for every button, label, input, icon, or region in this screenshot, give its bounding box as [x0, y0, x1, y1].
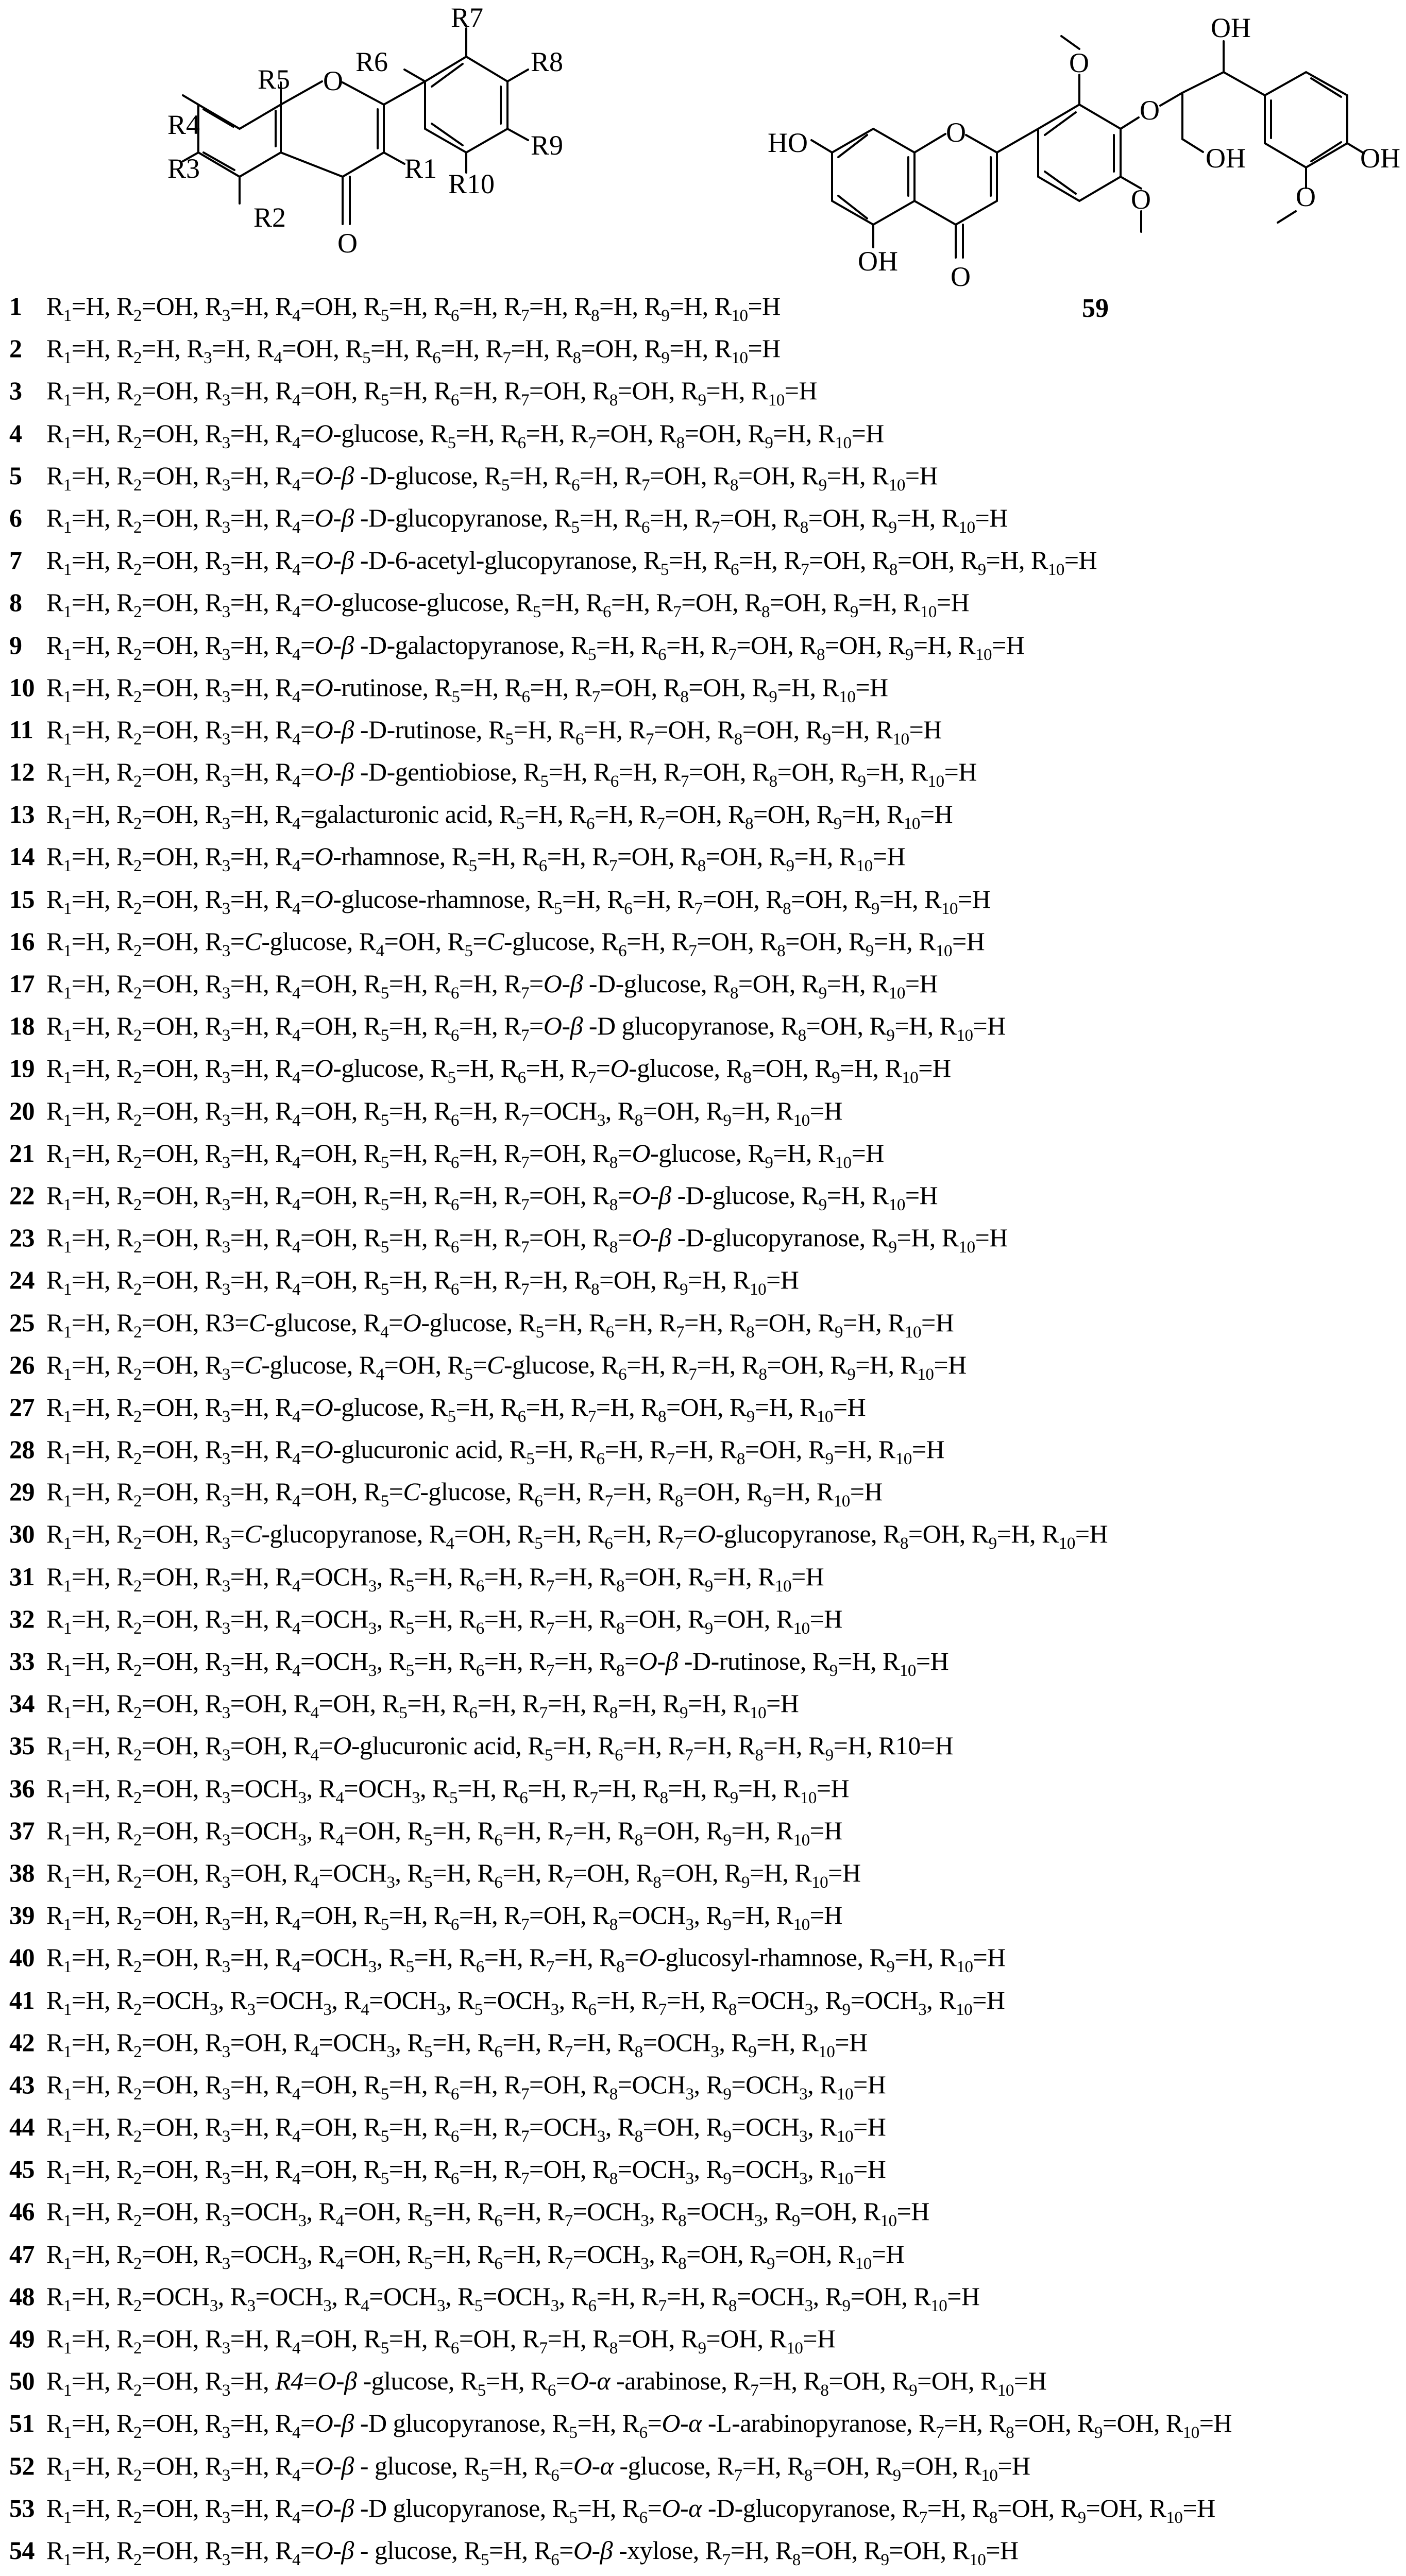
compound-substituents: $R_1=H$, $R_2=OH$, $R_3=H$, $R_4=OH$, $R_5=H$, $R_6=H$, $R_7=OH$, $R_8=OCH_3$, $R_9=OCH_3$, $R_{10}=H$ — [46, 2070, 886, 2104]
compound-substituents: $R_1=H$, $R_2=OH$, $R_3=H$, $R_4=O-\beta - glucose$, $R_5=H$, $R_6=O-\alpha$ -glucose, $R_7=H$, $R_8=OH$, $R_9=OH$, $R_{10}=H$ — [46, 2451, 1030, 2485]
compound-substituents: $R_1=H$, $R_2=OH$, $R_3=C$-glucopyranose, $R_4=OH$, $R_5=H$, $R_6=H$, $R_7=O$-glucopyranose, $R_8=OH$, $R_9=H$, $R_{10}=H$ — [46, 1519, 1108, 1553]
compound-number: 53 — [9, 2493, 35, 2522]
r8-label: R8 — [531, 46, 564, 77]
compound-substituents: $R_1=H$, $R_2=OH$, $R_3=OH$, $R_4=OCH_3$, $R_5=H$, $R_6=H$, $R_7=OH$, $R_8=OH$, $R_9=H$, $R_{10}=H$ — [46, 1858, 861, 1892]
compound-substituents: $R_1=H$, $R_2=OH$, $R_3=OH$, $R_4=OCH_3$, $R_5=H$, $R_6=H$, $R_7=H$, $R_8=OCH_3$, $R_9=H$, $R_{10}=H$ — [46, 2027, 868, 2061]
compound-row — [9, 2487, 1403, 2529]
compound-row — [9, 1513, 1403, 1555]
compound-substituents: $R_1=H$, $R_2=OCH_3$, $R_3=OCH_3$, $R_4=OCH_3$, $R_5=OCH_3$, $R_6=H$, $R_7=H$, $R_8=OCH_3$, $R_9=OCH_3$, $R_{10}=H$ — [46, 1985, 1005, 2019]
compound-substituents: $R_1=H$, $R_2=OH$, $R_3=OCH_3$, $R_4=OCH_3$, $R_5=H$, $R_6=H$, $R_7=H$, $R_8=H$, $R_9=H$, $R_{10}=H$ — [46, 1773, 850, 1807]
compound-row — [9, 1979, 1403, 2021]
compound-substituents: $R_1=H$, $R_2=OH$, $R_3=H$, $R_4=OH$, $R_5=H$, $R_6=H$, $R_7=OCH_3$, $R_8=OH$, $R_9=H$, $R_{10}=H$ — [46, 1096, 842, 1130]
r1-label: R1 — [404, 153, 437, 184]
compound-substituents: $R_1=H$, $R_2=OH$, $R_3=H$, $R_4=O-glucose$-rhamnose, $R_5=H$, $R_6=H$, $R_7=OH$, $R_8=OH$, $R_9=H$, $R_{10}=H$ — [46, 884, 991, 918]
compound-substituents: $R_1=H$, $R_2=OH$, $R_3=H$, $R_4=OH$, $R_5=H$, $R_6=H$, $R_7=H$, $R_8=H$, $R_9=H$, $R_{10}=H$ — [46, 292, 781, 325]
compound-number: 49 — [9, 2324, 35, 2353]
compound-row — [9, 454, 1403, 497]
compound-row — [9, 1428, 1403, 1470]
methoxy-oxygen-bottom-label: O — [1131, 184, 1151, 215]
compound-number: 52 — [9, 2451, 35, 2480]
compound-number: 10 — [9, 672, 35, 702]
compound-row — [9, 1005, 1403, 1047]
compound-number: 40 — [9, 1943, 35, 1972]
compound-row — [9, 793, 1403, 835]
compound-number — [9, 2571, 46, 2576]
r4-label: R4 — [167, 109, 200, 140]
compound-number: 41 — [9, 1985, 35, 2014]
compound-number: 7 — [9, 546, 22, 575]
compound-substituents: $R_1=H$, $R_2=OH$, $R_3=H$, $R_4=OH$, $R_5=H$, $R_6=OH$, $R_7=H$, $R_8=OH$, $R_9=OH$, $R_{10}=H$ — [46, 2324, 836, 2358]
compound-number: 36 — [9, 1773, 35, 1803]
compound-row — [9, 2445, 1403, 2487]
compound-substituents: $R_1=H$, $R_2=OH$, $R_3=H$, $R_4=O-\beta - glucose$, $R_5=H$, $R_6=O-\beta$ -xylose, $R_7=H$, $R_8=OH$, $R_9=OH$, $R_{10}=H$ — [46, 2535, 1019, 2569]
compound-substituents: $R_1=H$, $R_2=OH$, $R_3=OCH_3$, $R_4=OH$, $R_5=H$, $R_6=H$, $R_7=OCH_3$, $R_8=OCH_3$, $R_9=OH$, $R_{10}=H$ — [46, 2197, 929, 2231]
compound-substituents: $R_1=H$, $R_2=OH$, $R_3=H$, $R_4=O-glucose$-glucose, $R_5=H$, $R_6=H$, $R_7=OH$, $R_8=OH$, $R_9=H$, $R_{10}=H$ — [46, 588, 970, 622]
compound-row — [9, 1047, 1403, 1089]
r7-label: R7 — [451, 2, 484, 33]
compound-number: 25 — [9, 1308, 35, 1337]
compound-row — [9, 2571, 1403, 2576]
r2-label: R2 — [253, 202, 286, 233]
compound-substituents: $R_1=H$, $R_2=OH$, $R_3=H$, $R_4=OH$, $R_5=H$, $R_6=H$, $R_7=H$, $R_8=OH$, $R_9=H$, $R_{10}=H$ — [46, 1265, 799, 1299]
compound-substituents: $R_1=H$, $R_2=OH$, $R_3=C$-glucose, $R_4=OH$, $R_5=C$-glucose, $R_6=H$, $R_7=OH$, $R_8=OH$, $R_9=H$, $R_{10}=H$ — [46, 926, 985, 960]
compound-substituents: $R_1=H$, $R_2=OH$, $R_3=H$, $R_4=OH$, $R_5=H$, $R_6=H$, $R_7=OH$, $R_8=OCH_3$, $R_9=H$, $R_{10}=H$ — [46, 1901, 842, 1935]
compound-row — [9, 2233, 1403, 2275]
r6-label: R6 — [355, 46, 388, 77]
compound-substituents: $R_1=H$, $R_2=OH$, $R_3=H$, $R_4=O-\beta$ -D-rutinose, $R_5=H$, $R_6=H$, $R_7=OH$, $R_8=OH$, $R_9=H$, $R_{10}=H$ — [46, 715, 942, 749]
compound-substituents: $R_1=H$, $R_2=OH$, $R_3=H$, $R_4=O-\beta$ -D glucopyranose, $R_5=H$, $R_6=O-\alpha$ -D-glucopyranose, $R_7=H$, $R_8=OH$, $R_9=OH$, $R_{10}=H$ — [46, 2493, 1215, 2527]
compound-row — [9, 1852, 1403, 1894]
compound-row — [9, 1767, 1403, 1809]
compound-substituents: $R_1=H$, $R_2=OH$, $R_3=H$, $R_4=OCH_3$, $R_5=H$, $R_6=H$, $R_7=H$, $R_8=O-\beta$ -D-rutinose, $R_9=H$, $R_{10}=H$ — [46, 1647, 949, 1680]
compound-number: 42 — [9, 2027, 35, 2057]
compound-substituents: $R_1=H$, $R_2=OH$, $R_3=H$, $R_4=O$-rhamnose, $R_5=H$, $R_6=H$, $R_7=OH$, $R_8=OH$, $R_9=H$, $R_{10}=H$ — [46, 842, 905, 876]
compound-number: 47 — [9, 2239, 35, 2268]
compound-row — [9, 1724, 1403, 1767]
compound-substituents: $R_1=H$, $R_2=OH$, $R_3=H$, $R_4=O$-glucose, $R_5=H$, $R_6=H$, $R_7=O$-glucose, $R_8=OH$, $R_9=H$, $R_{10}=H$ — [46, 1054, 951, 1088]
compound-row — [9, 1216, 1403, 1259]
compound-row — [9, 2317, 1403, 2360]
compound-number: 18 — [9, 1011, 35, 1041]
compound-number: 35 — [9, 1731, 35, 1760]
compound-substituents: $R_1=H$, $R_2=OH$, $R_3=H$, $R_4=OH$, $R_5=H$, $R_6=H$, $R_7=O-\beta$ -D-glucose, $R_8=OH$, $R_9=H$, $R_{10}=H$ — [46, 969, 938, 1003]
compound-row — [9, 2063, 1403, 2106]
compound-substituents: $R_1=H$, $R_2=OH$, $R_3=H$, $R_4=O-\beta$ -D-glucopyranose, $R_5=H$, $R_6=H$, $R_7=OH$, $R_8=OH$, $R_9=H$, $R_{10}=H$ — [46, 503, 1008, 537]
r5-label: R5 — [258, 64, 291, 95]
compound-number: 3 — [9, 376, 22, 405]
compound-row — [9, 2360, 1403, 2402]
compound-number: 34 — [9, 1689, 35, 1718]
compound-row — [9, 1894, 1403, 1936]
carbonyl-oxygen-right-label: O — [951, 261, 971, 292]
compound-row — [9, 1259, 1403, 1301]
compound-substituents: $R_1=H$, $R_2=OH$, $R_3=H$, $R_4=OCH_3$, $R_5=H$, $R_6=H$, $R_7=H$, $R_8=OH$, $R_9=H$, $R_{10}=H$ — [46, 1562, 824, 1596]
compound-row — [9, 539, 1403, 581]
carbonyl-oxygen-label: O — [337, 228, 358, 259]
compound-number: 14 — [9, 842, 35, 871]
compound-substituents: $R_1=H$, $R_2=OH$, $R_3=H$, $R_4=O$-glucose, $R_5=H$, $R_6=H$, $R_7=H$, $R_8=OH$, $R_9=H$, $R_{10}=H$ — [46, 1392, 866, 1426]
compound-number: 37 — [9, 1816, 35, 1845]
compound-row — [9, 412, 1403, 454]
compound-number: 9 — [9, 630, 22, 659]
compound-row — [9, 369, 1403, 412]
substituent-table — [9, 285, 1403, 2576]
compound-row — [9, 666, 1403, 708]
compound-row — [9, 1809, 1403, 1852]
compound-row — [9, 2402, 1403, 2444]
compound-number: 8 — [9, 588, 22, 617]
compound-number: 21 — [9, 1138, 35, 1167]
compound-substituents: $R_1=H$, $R_2=H$, $R_3=H$, $R_4=OH$, $R_5=H$, $R_6=H$, $R_7=H$, $R_8=OH$, $R_9=H$, $R_{10}=H$ — [46, 334, 781, 368]
compound-substituents: $R_1=H$, $R_2=OH$, $R_3=H$, $R_4=OH$, $R_5=H$, $R_6=H$, $R_7=OH$, $R_8=O$-glucose, $R_9=H$, $R_{10}=H$ — [46, 1138, 884, 1172]
compound-number: 31 — [9, 1562, 35, 1591]
compound-number: 16 — [9, 926, 35, 956]
compound-row — [9, 962, 1403, 1005]
compound-substituents: $R_1=H$, $R_2=OH$, $R_3=OH$, $R_4=O$-glucuronic acid, $R_5=H$, $R_6=H$, $R_7=H$, $R_8=H$, $R_9=H$, R10=H — [46, 1731, 954, 1765]
compound-number: 12 — [9, 757, 35, 787]
ether-oxygen-label: O — [1140, 95, 1160, 126]
compound-number: 39 — [9, 1901, 35, 1930]
compound-number: 54 — [9, 2535, 35, 2565]
compound-substituents: $R_1=H$, $R_2=OH$, $R_3=H$, $R_4=O-\beta$ -D-glucose, $R_5=H$, $R_6=H$, $R_7=OH$, $R_8=OH$, $R_9=H$, $R_{10}=H$ — [46, 461, 938, 495]
compound-row — [9, 581, 1403, 623]
compound-number: 30 — [9, 1519, 35, 1549]
compound-number: 22 — [9, 1180, 35, 1210]
compound-number: 44 — [9, 2112, 35, 2142]
compound-number: 20 — [9, 1096, 35, 1125]
r9-label: R9 — [531, 130, 564, 161]
compound-row — [9, 1936, 1403, 1978]
compound-number: 5 — [9, 461, 22, 490]
compound-row — [9, 920, 1403, 962]
compound-substituents: $R_1=H$, $R_2=OH$, $R_3=H$, R4=O-β -glucose, $R_5=H$, $R_6=O-\alpha$ -arabinose, $R_7=H$, $R_8=OH$, $R_9=OH$, $R_{10}=H$ — [46, 2366, 1047, 2400]
compound-substituents: $R_1=H$, $R_2=OH$, $R_3=H$, $R_4=OH$, $R_5=H$, $R_6=H$, $R_7=OCH_3$, $R_8=OH$, $R_9=OCH_3$, $R_{10}=H$ — [46, 2112, 886, 2146]
ring-oxygen-label: O — [323, 65, 343, 96]
compound-row — [9, 2275, 1403, 2317]
r10-label: R10 — [448, 168, 495, 199]
compound-number: 15 — [9, 884, 35, 913]
compound-row — [9, 1470, 1403, 1513]
ring-oxygen-right-label: O — [946, 117, 966, 148]
compound-row — [9, 1132, 1403, 1174]
compound-row — [9, 2148, 1403, 2190]
compound-row — [9, 285, 1403, 327]
compound-number: 48 — [9, 2281, 35, 2311]
compound-substituents: $R_1=H$, $R_2=OH$, $R_3=H$, $R_4=OCH_3$, $R_5=H$, $R_6=H$, $R_7=H$, $R_8=OH$, $R_9=OH$, $R_{10}=H$ — [46, 1604, 842, 1638]
compound-number: 46 — [9, 2197, 35, 2226]
compound-row — [9, 1640, 1403, 1682]
compound-substituents: $R_1=H$, $R_2=OH$, R3=C-glucose, $R_4=O$-glucose, $R_5=H$, $R_6=H$, $R_7=H$, $R_8=OH$, $R_9=H$, $R_{10}=H$ — [46, 1308, 954, 1342]
r3-label: R3 — [167, 153, 200, 184]
compound-row — [9, 751, 1403, 793]
compound-number: 23 — [9, 1223, 35, 1252]
compound-substituents: $R_1=H$, $R_2=OH$, $R_3=H$, $R_4=O$-rutinose, $R_5=H$, $R_6=H$, $R_7=OH$, $R_8=OH$, $R_9=H$, $R_{10}=H$ — [46, 672, 888, 706]
compound-row — [9, 1386, 1403, 1428]
compound-number: 27 — [9, 1392, 35, 1421]
compound-number: 51 — [9, 2409, 35, 2438]
compound-number: 26 — [9, 1350, 35, 1379]
hydroxyl-left-label: HO — [768, 127, 808, 158]
compound-number: 19 — [9, 1054, 35, 1083]
compound-row — [9, 497, 1403, 539]
compound-row — [9, 708, 1403, 751]
compound-number: 33 — [9, 1647, 35, 1675]
compound-number: 32 — [9, 1604, 35, 1633]
compound-substituents: $R_1=H$, $R_2=OH$, $R_3=H$, $R_4=O-\beta$ -D-6-acetyl-glucopyranose, $R_5=H$, $R_6=H$, $R_7=OH$, $R_8=OH$, $R_9=H$, $R_{10}=H$ — [46, 546, 1097, 580]
compound-substituents: $R_1=H$, $R_2=OH$, $R_3=OCH_3$, $R_4=OH$, $R_5=H$, $R_6=H$, $R_7=OCH_3$, $R_8=OH$, $R_9=OH$, $R_{10}=H$ — [46, 2239, 904, 2273]
compound-substituents: $R_1=H$, $R_2=OH$, $R_3=H$, $R_4=OH$, $R_5=H$, $R_6=H$, $R_7=OH$, $R_8=O-\beta$ -D-glucose, $R_9=H$, $R_{10}=H$ — [46, 1180, 938, 1214]
compound-row — [9, 2021, 1403, 2063]
compound-row — [9, 624, 1403, 666]
compound-substituents: $R_1=H$, $R_2=OH$, $R_3=H$, $R_4=OH$, $R_5=H$, $R_6=H$, $R_7=OH$, $R_8=OCH_3$, $R_9=OCH_3$, $R_{10}=H$ — [46, 2155, 886, 2189]
compound-number: 29 — [9, 1477, 35, 1506]
compound-substituents: $R_1=H$, $R_2=OCH_3$, $R_3=OCH_3$, $R_4=OCH_3$, $R_5=OCH_3$, $R_6=H$, $R_7=H$, $R_8=OCH_3$, $R_9=OH$, $R_{10}=H$ — [46, 2281, 980, 2315]
compound-number: 38 — [9, 1858, 35, 1887]
hydroxymethyl-label: OH — [1206, 143, 1246, 174]
compound-substituents: $R_1=H$, $R_2=OH$, $R_3=H$, $R_4=OH$, $R_5=H$, $R_6=H$, $R_7=OH$, $R_8=OH$, $R_9=H$, $R_{10}=H$ — [46, 376, 818, 410]
compound-59-number: 59 — [1082, 294, 1109, 323]
compound-substituents: $R_1=H$, $R_2=OH$, $R_3=H$, $R_4=O-\beta$ -D glucopyranose, $R_5=H$, $R_6=O-\alpha$ -L-arabinopyranose, $R_7=H$, $R_8=OH$, $R_9=OH$, $R_{10}=H$ — [46, 2409, 1232, 2443]
compound-number: 1 — [9, 292, 22, 320]
compound-substituents: $R_1=H$, $R_2=OH$, $R_3=H$, $R_4=OCH_3$, $R_5=H$, $R_6=H$, $R_7=H$, $R_8=O-glucosyl$-rhamnose, $R_9=H$, $R_{10}=H$ — [46, 1943, 1006, 1977]
compound-number: 6 — [9, 503, 22, 532]
compound-substituents: $R_1=H$, $R_2=OH$, $R_3=H$, $R_4=O$-glucose, $R_5=H$, $R_6=H$, $R_7=OH$, $R_8=OH$, $R_9=H$, $R_{10}=H$ — [46, 418, 884, 452]
compound-substituents: $R_1=H$, $R_2=OH$, $R_3=H$, $R_4=O-\beta$ -D-galactopyranose, $R_5=H$, $R_6=H$, $R_7=OH$, $R_8=OH$, $R_9=H$, $R_{10}=H$ — [46, 630, 1025, 664]
compound-number: 4 — [9, 418, 22, 448]
compound-substituents: $R_1=H$, $R_2=OH$, $R_3=H$, $R_4=OH$, $R_5=H$, $R_6=H$, $R_7=OH$, $R_8=O-\beta$ -D-glucopyranose, $R_9=H$, $R_{10}=H$ — [46, 1223, 1008, 1257]
compound-row — [9, 1598, 1403, 1640]
compound-row — [9, 1301, 1403, 1344]
compound-substituents: $R_1=H$, $R_2=OH$, $R_3=H$, $R_4=O$-glucuronic acid, $R_5=H$, $R_6=H$, $R_7=H$, $R_8=OH$, $R_9=H$, $R_{10}=H$ — [46, 1435, 945, 1469]
compound-substituents: $R_1=H$, $R_2=OH$, $R_3=C$-glucose, $R_4=OH$, $R_5=C$-glucose, $R_6=H$, $R_7=H$, $R_8=OH$, $R_9=H$, $R_{10}=H$ — [46, 1350, 967, 1384]
methoxy-oxygen-ring-d-label: O — [1296, 181, 1316, 212]
compound-number: 2 — [9, 334, 22, 363]
compound-number: 28 — [9, 1435, 35, 1464]
compound-number: 45 — [9, 2155, 35, 2184]
compound-substituents: $R_1=H$, $R_2=OH$, $R_3=H$, $R_4=galacturonic$ acid, $R_5=H$, $R_6=H$, $R_7=OH$, $R_8=OH$, $R_9=H$, $R_{10}=H$ — [46, 800, 953, 834]
compound-number: 50 — [9, 2366, 35, 2396]
compound-number: 13 — [9, 800, 35, 829]
compound-row — [9, 2529, 1403, 2571]
compound-substituents: $R_1=H$, $R_2=OH$, $R_3=OCH_3$, $R_4=OH$, $R_5=H$, $R_6=H$, $R_7=H$, $R_8=OH$, $R_9=H$, $R_{10}=H$ — [46, 1816, 842, 1850]
compound-row — [9, 1090, 1403, 1132]
compound-number: 17 — [9, 969, 35, 998]
compound-row — [9, 327, 1403, 369]
compound-substituents: $R_1=H$, $R_2=OH$, $R_3=OH$, $R_4=OH$, $R_5=H$, $R_6=H$, $R_7=H$, $R_8=H$, $R_9=H$, $R_{10}=H$ — [46, 1689, 799, 1723]
compound-row — [9, 1344, 1403, 1386]
compound-substituents: $R_1=H$, $R_2=OH$, $R_3=H$, $R_4=OH$, $R_5=H$, $R_6=H$, $R_7=O-\beta$ -D glucopyranose, $R_8=OH$, $R_9=H$, $R_{10}=H$ — [46, 1011, 1006, 1045]
compound-row — [9, 835, 1403, 877]
hydroxyl-bottom-label: OH — [858, 246, 898, 277]
compound-row — [9, 1174, 1403, 1216]
compound-number: 43 — [9, 2070, 35, 2099]
compound-row — [9, 2190, 1403, 2232]
methoxy-oxygen-top-label: O — [1069, 47, 1089, 78]
compound-row — [9, 1555, 1403, 1598]
compound-row — [9, 2106, 1403, 2148]
compound-row — [9, 878, 1403, 920]
compound-row — [9, 1682, 1403, 1724]
hydroxyl-right-label: OH — [1360, 143, 1400, 174]
compound-number: 24 — [9, 1265, 35, 1295]
compound-substituents: $R_1=H$, $R_2=OH$, $R_3=H$, $R_4=OH$, $R_5=C$-glucose, $R_6=H$, $R_7=H$, $R_8=OH$, $R_9=H$, $R_{10}=H$ — [46, 1477, 883, 1511]
hydroxyl-top-label: OH — [1211, 12, 1251, 43]
compound-number: 11 — [9, 715, 33, 744]
compound-substituents: $R_1=H$, $R_2=OH$, $R_3=H$, $R_4=O-\beta$ -D-gentiobiose, $R_5=H$, $R_6=H$, $R_7=OH$, $R_8=OH$, $R_9=H$, $R_{10}=H$ — [46, 757, 977, 791]
